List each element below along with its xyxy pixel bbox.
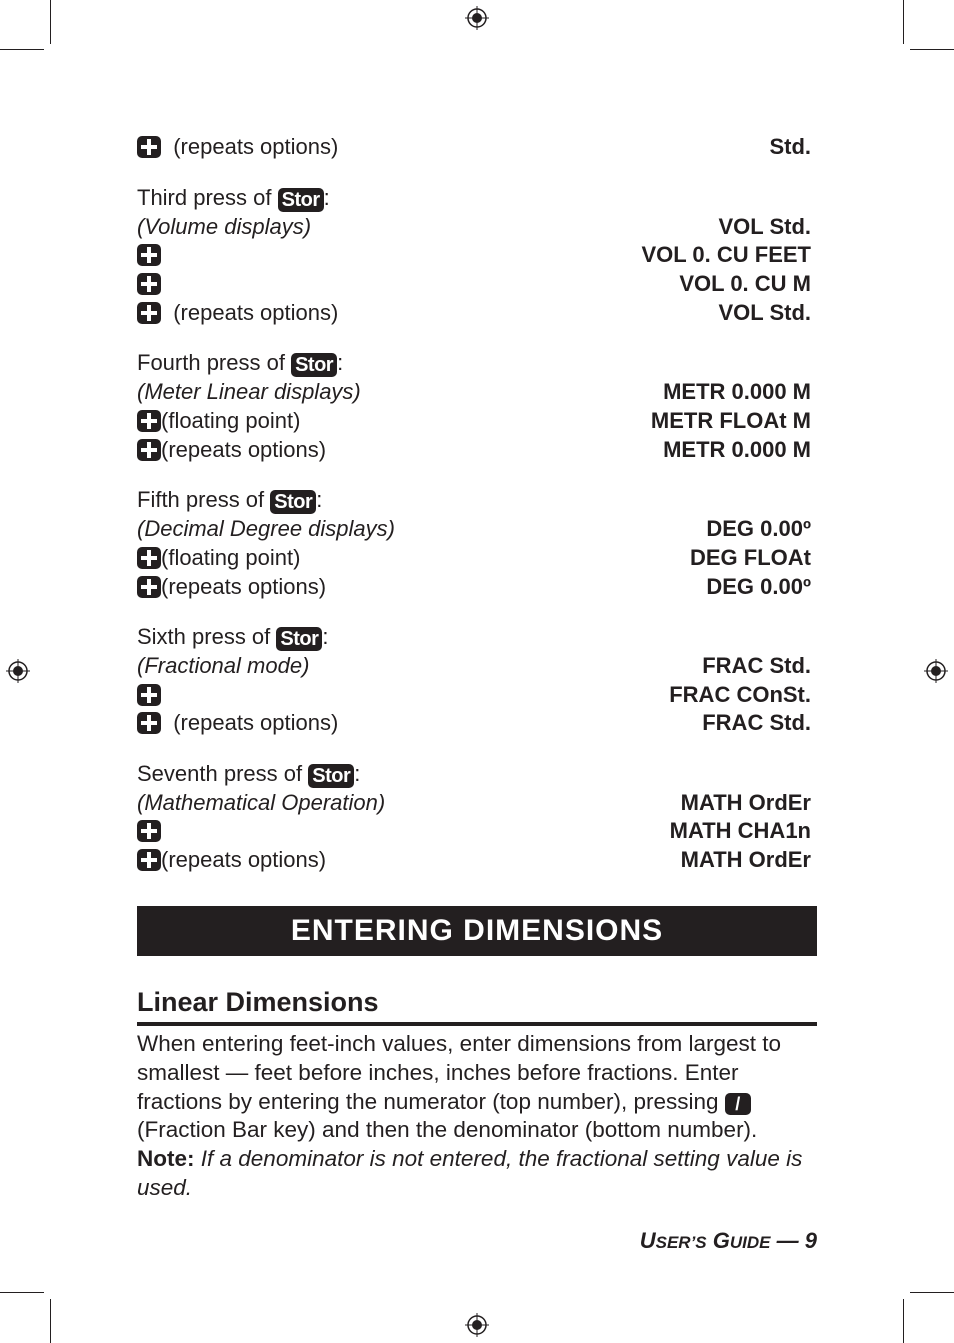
note-text: If a denominator is not entered, the fractional setting value is used. — [137, 1146, 803, 1200]
stor-key-icon: Stor — [308, 764, 354, 788]
display-value: VOL 0. CU M — [679, 271, 811, 296]
row-label: (repeats options) — [161, 574, 327, 599]
registration-mark-icon — [6, 659, 30, 683]
colon: : — [354, 761, 361, 786]
settings-row — [137, 133, 811, 161]
display-value: MATH CHA1n — [669, 818, 811, 843]
display-value: METR 0.000 M — [663, 437, 811, 462]
registration-mark-icon — [465, 6, 489, 30]
row-label: (Fractional mode) — [137, 653, 310, 678]
row-label: (floating point) — [161, 408, 301, 433]
display-value: METR 0.000 M — [663, 379, 811, 404]
settings-row — [137, 407, 811, 435]
display-value: FRAC Std. — [702, 653, 811, 678]
section-banner: ENTERING DIMENSIONS — [137, 906, 817, 956]
display-value: DEG 0.00º — [706, 516, 811, 541]
footer-text: UIDE — [729, 1233, 771, 1252]
stor-key-icon: Stor — [276, 627, 322, 651]
plus-key-icon — [137, 849, 161, 871]
row-label: (repeats options) — [173, 710, 339, 735]
row-label: (Mathematical Operation) — [137, 790, 386, 815]
settings-row — [137, 789, 811, 817]
crop-mark — [0, 49, 44, 50]
note-label: Note: — [137, 1146, 195, 1172]
settings-row — [137, 846, 811, 874]
section-heading: Linear Dimensions — [137, 987, 379, 1017]
row-label: Fifth press of — [137, 487, 265, 512]
fraction-bar-key-icon: / — [725, 1093, 751, 1115]
para-text: (Fraction Bar key) and then the denominator (bottom number). — [137, 1117, 758, 1143]
settings-row — [137, 515, 811, 543]
row-label: Sixth press of — [137, 624, 271, 649]
colon: : — [323, 185, 330, 210]
settings-row — [137, 652, 811, 680]
display-value: VOL Std. — [718, 300, 811, 325]
stor-key-icon: Stor — [291, 353, 337, 377]
plus-key-icon — [137, 820, 161, 842]
settings-row — [137, 270, 811, 298]
plus-key-icon — [137, 273, 161, 295]
row-label: Seventh press of — [137, 761, 303, 786]
settings-row — [137, 573, 811, 601]
settings-row — [137, 378, 811, 406]
display-value: DEG 0.00º — [706, 574, 811, 599]
settings-row — [137, 486, 811, 514]
crop-mark — [50, 0, 51, 44]
page-footer — [640, 1226, 817, 1258]
plus-key-icon — [137, 410, 161, 432]
settings-row — [137, 817, 811, 845]
footer-text: U — [639, 1228, 656, 1253]
settings-row — [137, 299, 811, 327]
page-number: — 9 — [776, 1228, 817, 1253]
display-value: VOL 0. CU FEET — [641, 242, 811, 267]
row-label: (repeats options) — [173, 300, 339, 325]
plus-key-icon — [137, 576, 161, 598]
crop-mark — [910, 1292, 954, 1293]
settings-row — [137, 760, 811, 788]
settings-row — [137, 544, 811, 572]
colon: : — [316, 487, 323, 512]
settings-row — [137, 681, 811, 709]
row-label: (repeats options) — [173, 134, 339, 159]
settings-row — [137, 349, 811, 377]
settings-row — [137, 623, 811, 651]
display-value: VOL Std. — [718, 214, 811, 239]
row-label: (Volume displays) — [137, 214, 312, 239]
registration-mark-icon — [924, 659, 948, 683]
plus-key-icon — [137, 547, 161, 569]
crop-mark — [0, 1292, 44, 1293]
row-label: (Decimal Degree displays) — [137, 516, 395, 541]
body-paragraph — [137, 1030, 817, 1203]
plus-key-icon — [137, 712, 161, 734]
crop-mark — [50, 1299, 51, 1343]
crop-mark — [910, 49, 954, 50]
settings-row — [137, 213, 811, 241]
plus-key-icon — [137, 684, 161, 706]
plus-key-icon — [137, 302, 161, 324]
footer-text: G — [712, 1228, 730, 1253]
crop-mark — [903, 0, 904, 44]
display-value: MATH OrdEr — [680, 790, 811, 815]
settings-row — [137, 709, 811, 737]
display-value: FRAC COnSt. — [669, 682, 811, 707]
stor-key-icon: Stor — [270, 490, 316, 514]
footer-text: SER’S — [655, 1233, 707, 1252]
row-label: Fourth press of — [137, 350, 285, 375]
row-label: (floating point) — [161, 545, 301, 570]
registration-mark-icon — [465, 1313, 489, 1337]
display-value: FRAC Std. — [702, 710, 811, 735]
plus-key-icon — [137, 439, 161, 461]
colon: : — [337, 350, 344, 375]
row-label: (Meter Linear displays) — [137, 379, 361, 404]
para-text: When entering feet-inch values, enter dimensions from largest to smallest — feet before inches, inches before fractions. Enter fractions by entering the numerator (top number), pressing — [137, 1031, 782, 1114]
row-label: Third press of — [137, 185, 272, 210]
row-label: (repeats options) — [161, 437, 327, 462]
plus-key-icon — [137, 244, 161, 266]
row-label: (repeats options) — [161, 847, 327, 872]
stor-key-icon: Stor — [278, 188, 324, 212]
crop-mark — [903, 1299, 904, 1343]
display-value: Std. — [769, 134, 811, 159]
settings-row — [137, 241, 811, 269]
settings-row — [137, 184, 811, 212]
plus-key-icon — [137, 136, 161, 158]
heading-rule — [137, 1022, 817, 1026]
display-value: METR FLOAt M — [650, 408, 811, 433]
colon: : — [322, 624, 329, 649]
display-value: MATH OrdEr — [680, 847, 811, 872]
settings-row — [137, 436, 811, 464]
display-value: DEG FLOAt — [690, 545, 811, 570]
